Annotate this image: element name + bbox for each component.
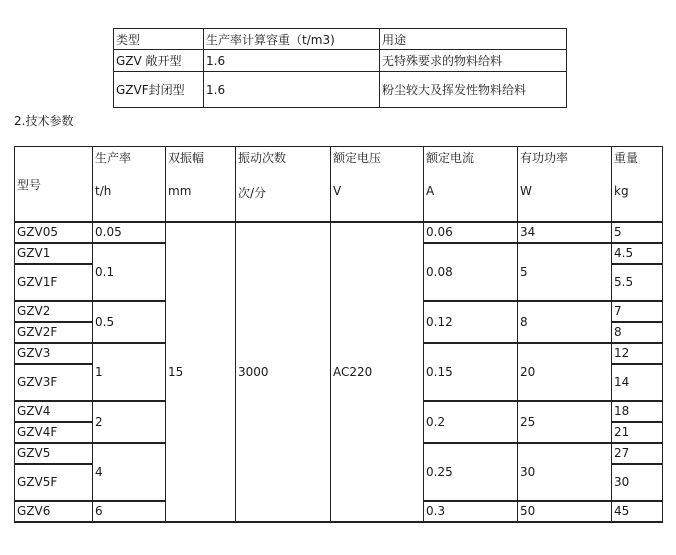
cell-current: 0.12 (424, 301, 518, 343)
cell-model: GZV4F (15, 422, 93, 443)
cell-weight: 8 (612, 322, 663, 343)
cell-capacity: 4 (93, 443, 166, 501)
cell-weight: 18 (612, 401, 663, 422)
spec-table (14, 146, 663, 523)
cell-power: 5 (518, 243, 612, 301)
cell-weight: 5 (612, 222, 663, 243)
type-table (113, 28, 567, 108)
cell-weight: 27 (612, 443, 663, 464)
cell-model: GZV4 (15, 401, 93, 422)
header-voltage: 额定电压 V (331, 147, 424, 222)
header-usage: 用途 (380, 29, 567, 50)
cell-weight: 4.5 (612, 243, 663, 264)
cell-weight: 30 (612, 464, 663, 501)
cell-weight: 12 (612, 343, 663, 364)
spec-table-header (15, 147, 663, 222)
cell-model: GZV1 (15, 243, 93, 264)
cell-capacity: 6 (93, 501, 166, 522)
cell-model: GZV5F (15, 464, 93, 501)
cell-model: GZV5 (15, 443, 93, 464)
cell-power: 50 (518, 501, 612, 522)
cell-power: 30 (518, 443, 612, 501)
cell-density: 1.6 (204, 50, 380, 72)
cell-capacity: 1 (93, 343, 166, 401)
header-model: 型号 (15, 147, 93, 222)
cell-model: GZV6 (15, 501, 93, 522)
cell-power: 25 (518, 401, 612, 443)
header-power: 有功功率 W (518, 147, 612, 222)
header-weight: 重量 kg (612, 147, 663, 222)
cell-model: GZV05 (15, 222, 93, 243)
cell-weight: 5.5 (612, 264, 663, 301)
cell-model: GZV1F (15, 264, 93, 301)
cell-type: GZVF封闭型 (114, 72, 204, 108)
cell-weight: 45 (612, 501, 663, 522)
header-amplitude: 双振幅 mm (166, 147, 236, 222)
header-type: 类型 (114, 29, 204, 50)
cell-type: GZV 敞开型 (114, 50, 204, 72)
cell-capacity: 0.1 (93, 243, 166, 301)
cell-power: 34 (518, 222, 612, 243)
cell-capacity: 2 (93, 401, 166, 443)
header-current: 额定电流 A (424, 147, 518, 222)
cell-model: GZV2F (15, 322, 93, 343)
cell-usage: 粉尘较大及挥发性物料给料 (380, 72, 567, 108)
cell-weight: 21 (612, 422, 663, 443)
cell-frequency: 3000 (236, 222, 331, 522)
header-density: 生产率计算容重（t/m3) (204, 29, 380, 50)
cell-current: 0.25 (424, 443, 518, 501)
cell-current: 0.08 (424, 243, 518, 301)
table-row (15, 222, 663, 243)
type-table-header (114, 29, 567, 50)
cell-power: 20 (518, 343, 612, 401)
cell-current: 0.3 (424, 501, 518, 522)
cell-usage: 无特殊要求的物料给料 (380, 50, 567, 72)
cell-density: 1.6 (204, 72, 380, 108)
type-table-row (114, 50, 567, 72)
cell-current: 0.15 (424, 343, 518, 401)
type-table-row (114, 72, 567, 108)
cell-model: GZV3 (15, 343, 93, 364)
cell-model: GZV2 (15, 301, 93, 322)
cell-capacity: 0.05 (93, 222, 166, 243)
section-title: 2.技术参数 (14, 114, 74, 128)
cell-power: 8 (518, 301, 612, 343)
cell-weight: 7 (612, 301, 663, 322)
cell-voltage: AC220 (331, 222, 424, 522)
cell-amplitude: 15 (166, 222, 236, 522)
cell-current: 0.2 (424, 401, 518, 443)
cell-weight: 14 (612, 364, 663, 401)
header-capacity: 生产率 t/h (93, 147, 166, 222)
header-frequency: 振动次数 次/分 (236, 147, 331, 222)
cell-current: 0.06 (424, 222, 518, 243)
cell-model: GZV3F (15, 364, 93, 401)
cell-capacity: 0.5 (93, 301, 166, 343)
